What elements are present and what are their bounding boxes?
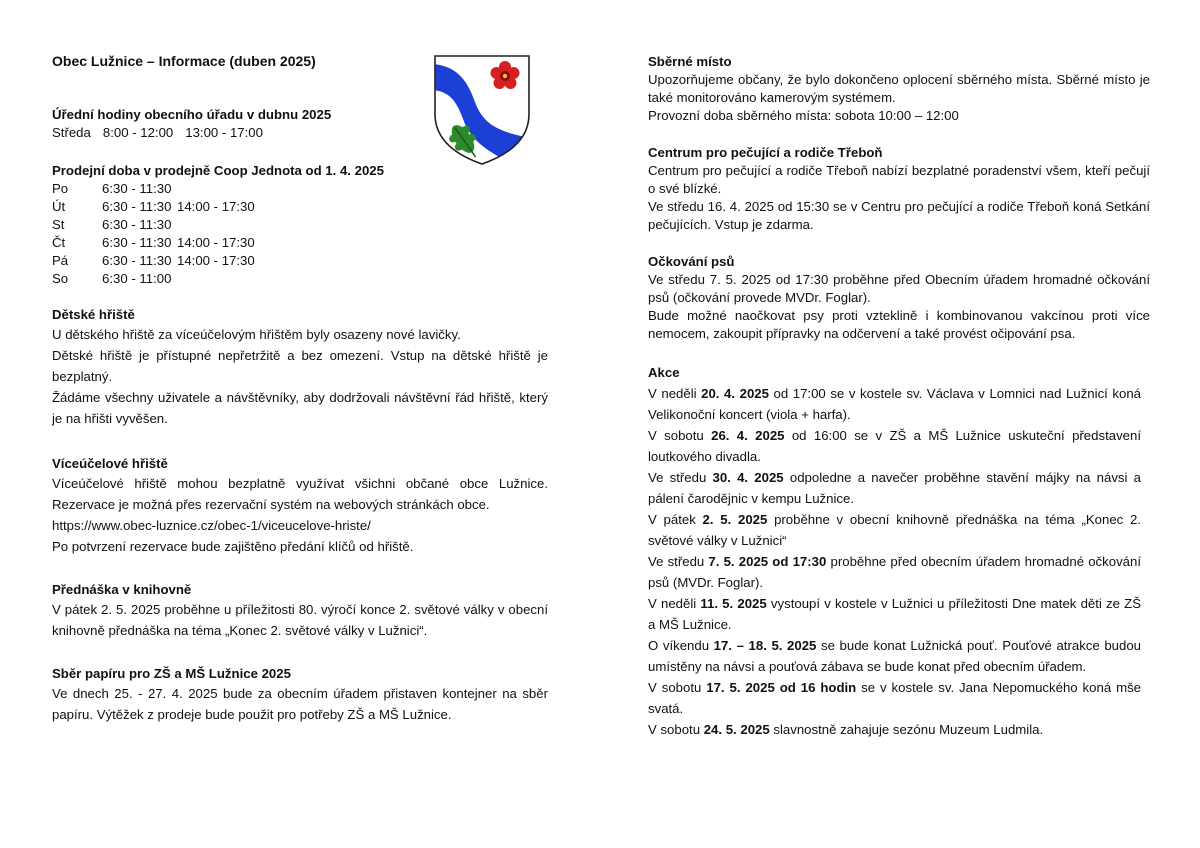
- collection-point-section: [648, 53, 1150, 125]
- shop-hours-row: [52, 198, 548, 216]
- event-intro: V pátek: [648, 512, 703, 527]
- event-date: 26. 4. 2025: [711, 428, 785, 443]
- event-date: 20. 4. 2025: [701, 386, 769, 401]
- event-item: [648, 509, 1141, 551]
- event-intro: Ve středu: [648, 554, 709, 569]
- shop-hours-row: [52, 252, 548, 270]
- event-intro: V neděli: [648, 596, 701, 611]
- shop-day: Pá: [52, 253, 69, 268]
- event-details: od 16:00 se v ZŠ a MŠ Lužnice uskuteční představení loutkového divadla.: [648, 428, 1141, 464]
- shop-hours-row: [52, 216, 548, 234]
- event-intro: O víkendu: [648, 638, 714, 653]
- event-item: [648, 467, 1141, 509]
- lecture-heading: Přednáška v knihovně: [52, 582, 192, 597]
- multipurpose-court-heading: Víceúčelové hřiště: [52, 456, 168, 471]
- playground-text-1: U dětského hřiště za víceúčelovým hřištěm byly osazeny nové lavičky.: [52, 327, 461, 342]
- multipurpose-court-section: [52, 455, 548, 557]
- event-date: 17. – 18. 5. 2025: [713, 638, 817, 653]
- shop-day: Po: [52, 181, 69, 196]
- shop-day: Čt: [52, 235, 66, 250]
- event-details: slavnostně zahajuje sezónu Muzeum Ludmila.: [769, 722, 1044, 737]
- event-item: [648, 677, 1141, 719]
- carers-centre-heading: Centrum pro pečující a rodiče Třeboň: [648, 145, 883, 160]
- event-item: [648, 719, 1141, 740]
- paper-collection-text: Ve dnech 25. - 27. 4. 2025 bude za obecním úřadem přistaven kontejner na sběr papíru. Výtěžek z prodeje bude použit pro potřeby ZŠ a MŠ Lužnice.: [52, 686, 548, 722]
- shop-hours-morning: 6:30 - 11:30: [102, 217, 172, 232]
- office-hours-morning: 8:00 - 12:00: [102, 125, 174, 140]
- page-title: Obec Lužnice – Informace (duben 2025): [52, 53, 316, 69]
- shop-hours-heading: Prodejní doba v prodejně Coop Jednota od 1. 4. 2025: [52, 163, 384, 178]
- event-details: proběhne v obecní knihovně přednáška na téma „Konec 2. světové války v Lužnici“: [648, 512, 1141, 548]
- paper-collection-section: [52, 665, 548, 725]
- collection-point-heading: Sběrné místo: [648, 54, 732, 69]
- shop-day: St: [52, 217, 65, 232]
- event-intro: V sobotu: [648, 722, 704, 737]
- dog-vaccination-text-2: Bude možné naočkovat psy proti vzteklině i kombinovanou vakcínou proti více nemocem, zakoupit přípravky na odčervení a také provést očipování psa.: [648, 308, 1150, 341]
- events-section: [648, 362, 1141, 740]
- shop-hours-row: [52, 180, 548, 198]
- collection-point-text-2: Provozní doba sběrného místa: sobota 10:00 – 12:00: [648, 108, 959, 123]
- carers-centre-section: [648, 144, 1150, 234]
- event-date: 11. 5. 2025: [700, 596, 767, 611]
- office-hours-heading: Úřední hodiny obecního úřadu v dubnu 2025: [52, 107, 332, 122]
- event-details: od 17:00 se v kostele sv. Václava v Lomnici nad Lužnicí koná Velikonoční koncert (viola + harfa).: [648, 386, 1141, 422]
- shop-day: So: [52, 271, 69, 286]
- shop-hours-row: [52, 234, 548, 252]
- event-date: 24. 5. 2025: [703, 722, 770, 737]
- playground-section: [52, 306, 548, 429]
- event-item: [648, 425, 1141, 467]
- events-heading: Akce: [648, 365, 680, 380]
- event-details: vystoupí v kostele v Lužnici u příležitosti Dne matek děti ze ZŠ a MŠ Lužnice.: [648, 596, 1141, 632]
- lecture-text: V pátek 2. 5. 2025 proběhne u příležitosti 80. výročí konce 2. světové války v obecní knihovně přednáška na téma „Konec 2. světové války v Lužnici“.: [52, 602, 548, 638]
- playground-heading: Dětské hřiště: [52, 307, 135, 322]
- event-date: 30. 4. 2025: [712, 470, 784, 485]
- dog-vaccination-text-1: Ve středu 7. 5. 2025 od 17:30 proběhne před Obecním úřadem hromadné očkování psů (očkování provede MVDr. Foglar).: [648, 272, 1150, 305]
- playground-text-3: Žádáme všechny uživatele a návštěvníky, aby dodržovali návštěvní řád hřiště, který je na hřišti vyvěšen.: [52, 390, 548, 426]
- event-item: [648, 551, 1141, 593]
- event-details: se bude konat Lužnická pouť. Pouťové atrakce budou umístěny na návsi a pouťová zábava se bude konat před obecním úřadem.: [648, 638, 1141, 674]
- event-details: proběhne před obecním úřadem hromadné očkování psů (MVDr. Foglar).: [648, 554, 1141, 590]
- shop-hours-section: [52, 162, 548, 288]
- event-item: [648, 593, 1141, 635]
- event-intro: V sobotu: [648, 428, 712, 443]
- event-intro: V sobotu: [648, 680, 707, 695]
- paper-collection-heading: Sběr papíru pro ZŠ a MŠ Lužnice 2025: [52, 666, 291, 681]
- event-details: odpoledne a navečer proběhne stavění májky na návsi a pálení čarodějnic v kempu Lužnice.: [648, 470, 1141, 506]
- shop-hours-morning: 6:30 - 11:00: [102, 271, 172, 286]
- event-intro: Ve středu: [648, 470, 713, 485]
- dog-vaccination-section: [648, 253, 1150, 343]
- carers-centre-text-2: Ve středu 16. 4. 2025 od 15:30 se v Centru pro pečující a rodiče Třeboň koná Setkání pečujících. Vstup je zdarma.: [648, 199, 1150, 232]
- shop-hours-morning: 6:30 - 11:30: [102, 181, 172, 196]
- office-day: Středa: [52, 125, 91, 140]
- shop-hours-row: [52, 270, 548, 288]
- collection-point-text-1: Upozorňujeme občany, že bylo dokončeno oplocení sběrného místa. Sběrné místo je také monitorováno kamerovým systémem.: [648, 72, 1150, 105]
- multipurpose-court-text-2: Po potvrzení rezervace bude zajištěno předání klíčů od hřiště.: [52, 539, 414, 554]
- carers-centre-text-1: Centrum pro pečující a rodiče Třeboň nabízí bezplatné poradenství všem, kteří pečují o své blízké.: [648, 163, 1150, 196]
- events-list: [648, 383, 1141, 740]
- shop-hours-afternoon: 14:00 - 17:30: [177, 253, 255, 268]
- coat-of-arms-icon: [433, 54, 531, 166]
- lecture-section: [52, 581, 548, 641]
- shop-hours-morning: 6:30 - 11:30: [102, 199, 172, 214]
- office-hours-afternoon: 13:00 - 17:00: [185, 125, 263, 140]
- event-date: 17. 5. 2025 od 16 hodin: [706, 680, 857, 695]
- shop-hours-afternoon: 14:00 - 17:30: [177, 235, 255, 250]
- playground-text-2: Dětské hřiště je přístupné nepřetržitě a bez omezení. Vstup na dětské hřiště je bezplatný.: [52, 348, 548, 384]
- multipurpose-court-text-1: Víceúčelové hřiště mohou bezplatně využívat všichni občané obce Lužnice. Rezervace je možná přes rezervační systém na webových stránkách obce.: [52, 476, 548, 512]
- event-intro: V neděli: [648, 386, 702, 401]
- event-date: 2. 5. 2025: [702, 512, 768, 527]
- multipurpose-court-url[interactable]: https://www.obec-luznice.cz/obec-1/viceucelove-hriste/: [52, 518, 371, 533]
- shop-hours-table: [52, 180, 548, 288]
- shop-hours-morning: 6:30 - 11:30: [102, 235, 172, 250]
- shop-hours-morning: 6:30 - 11:30: [102, 253, 172, 268]
- event-item: [648, 383, 1141, 425]
- event-item: [648, 635, 1141, 677]
- event-date: 7. 5. 2025 od 17:30: [708, 554, 827, 569]
- event-details: se v kostele sv. Jana Nepomuckého koná mše svatá.: [648, 680, 1141, 716]
- shop-hours-afternoon: 14:00 - 17:30: [177, 199, 255, 214]
- dog-vaccination-heading: Očkování psů: [648, 254, 735, 269]
- shop-day: Út: [52, 199, 66, 214]
